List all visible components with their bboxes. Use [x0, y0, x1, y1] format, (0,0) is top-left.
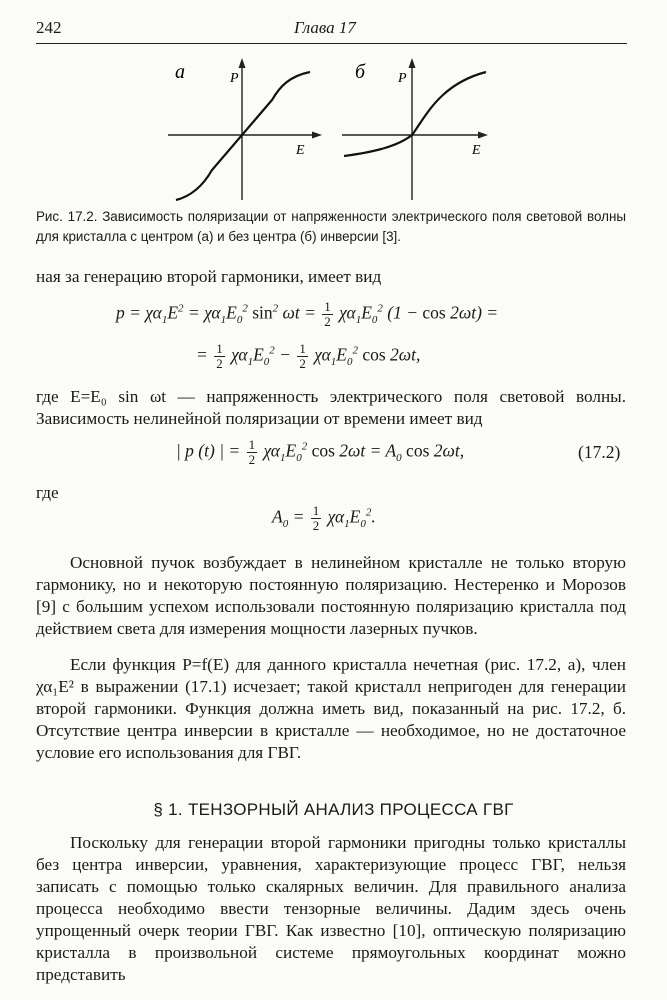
panel-b-x-arrow: [478, 132, 488, 139]
panel-a-x-arrow: [312, 132, 322, 139]
panel-b-label: б: [355, 61, 366, 83]
paragraph-3: где: [36, 483, 59, 502]
header-rule: [36, 43, 627, 44]
page-header: [36, 18, 627, 42]
equation-a0: $A_0$ = $\frac{1}{2}$ $\chi\alpha_1E_0^2$.: [272, 503, 376, 533]
equation-line-1: $p = \chi\alpha_1E^2 = \chi\alpha_1E_0^2$ $\sin^2 \omega t$ = $\frac{1}{2}$ $\chi\alpha_1E_0^2$ (1 − cos 2ωt) =: [116, 299, 499, 329]
panel-a-y-label: P: [230, 71, 239, 86]
chapter-title: Глава 17: [294, 18, 356, 37]
equation-17-2: | p (t) | = $\frac{1}{2}$ $\chi\alpha_1E_0^2$ $\cos 2\omega t = A_0$ cos 2ωt,: [176, 437, 465, 467]
panel-a-curve: [176, 72, 310, 200]
paragraph-4: Основной пучок возбуждает в нелинейном кристалле не только вторую гармонику, но и некоторую постоянную поляризацию. Нестеренко и Морозов [9] с большим успехом использовали постоянную поляризацию кристалла под действием света для измерения мощности лазерных пучков.: [36, 553, 626, 638]
panel-b-y-arrow: [409, 58, 416, 68]
figure-17-2: [150, 52, 500, 207]
paragraph-5: Если функция P=f(E) для данного кристалла нечетная (рис. 17.2, а), член χα₁E² в выражении (17.1) исчезает; такой кристалл непригоден для генерации второй гармоники. Функция должна иметь вид, показанный на рис. 17.2, б. Отсутствие центра инверсии в кристалле — необходимое, но не достаточное условие его использования для ГВГ.: [36, 655, 626, 762]
panel-a-label: а: [175, 61, 185, 83]
page-number: 242: [36, 18, 62, 37]
panel-b-x-label: E: [472, 143, 481, 158]
equation-line-2: = $\frac{1}{2}$ $\chi\alpha_1E_0^2$ − $\frac{1}{2}$ $\chi\alpha_1E_0^2$ cos 2ωt,: [196, 341, 421, 371]
paragraph-6: Поскольку для генерации второй гармоники пригодны только кристаллы без центра инверсии, уравнения, характеризующие процесс ГВГ, нельзя записать с помощью только скалярных величин. Для правильного анализа процесса необходимо ввести тензорные величины. Дадим здесь очень упрощенный очерк теории ГВГ. Как известно [10], оптическую поляризацию кристалла в произвольной системе прямоугольных координат можно представить: [36, 833, 626, 984]
panel-b-curve: [344, 72, 486, 156]
panel-a-x-label: E: [296, 143, 305, 158]
figure-caption: Рис. 17.2. Зависимость поляризации от напряженности электрического поля световой волны для кристалла с центром (а) и без центра (б) инверсии [3].: [36, 209, 626, 244]
equation-number: (17.2): [578, 442, 621, 462]
panel-a-y-arrow: [239, 58, 246, 68]
paragraph-1: ная за генерацию второй гармоники, имеет вид: [36, 267, 382, 286]
panel-b-y-label: P: [398, 71, 407, 86]
paragraph-2: где E=E₀ sin ωt — напряженность электрического поля световой волны. Зависимость нелинейной поляризации от времени имеет вид: [36, 387, 626, 428]
section-title: § 1. ТЕНЗОРНЫЙ АНАЛИЗ ПРОЦЕССА ГВГ: [153, 800, 514, 819]
